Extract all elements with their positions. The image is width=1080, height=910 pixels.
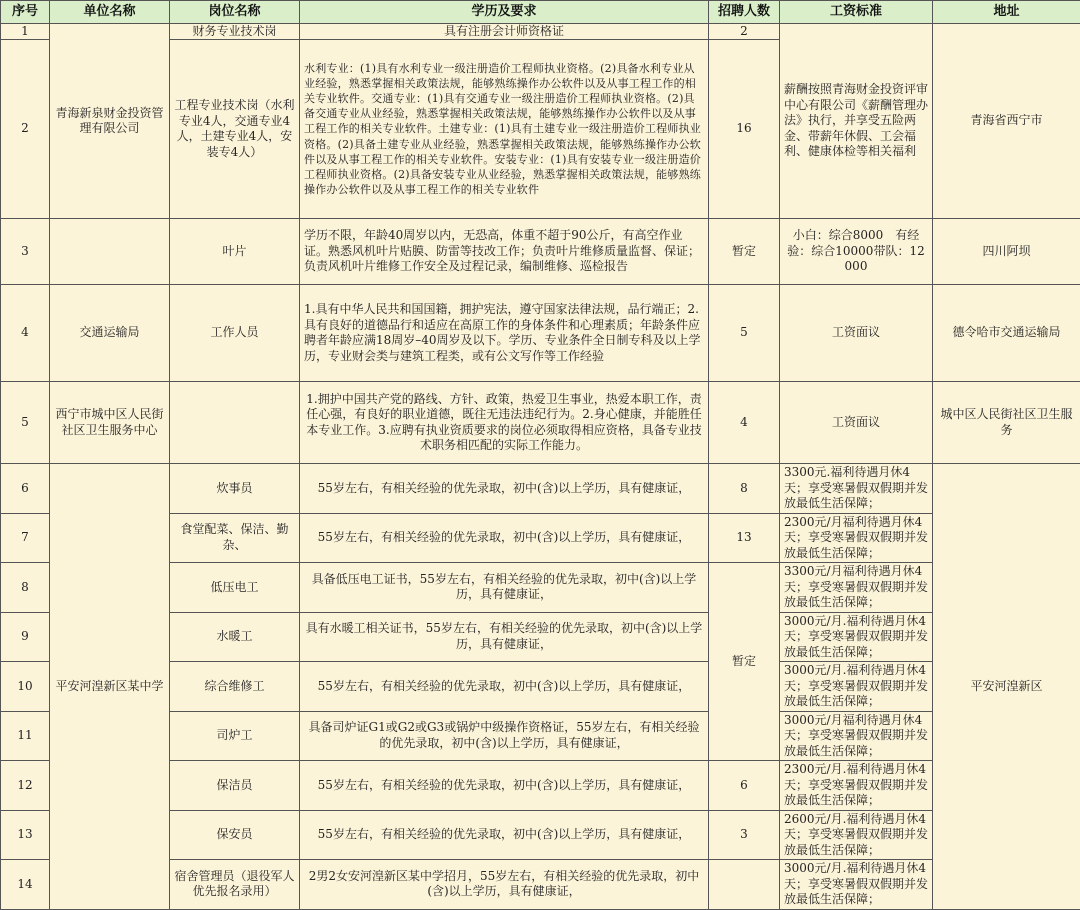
cell-salary: 3300元/月福利待遇月休4天；享受寒暑假双假期并发放最低生活保障； bbox=[780, 563, 933, 613]
cell-salary: 工资面议 bbox=[780, 285, 933, 382]
cell-salary: 工资面议 bbox=[780, 382, 933, 464]
cell-seq: 11 bbox=[1, 711, 50, 761]
cell-salary: 小白：综合8000 有经验：综合10000带队：12000 bbox=[780, 219, 933, 285]
cell-seq: 1 bbox=[1, 24, 50, 40]
cell-seq: 2 bbox=[1, 40, 50, 219]
cell-count: 4 bbox=[709, 382, 780, 464]
cell-requirements: 55岁左右，有相关经验的优先录取，初中(含)以上学历，具有健康证， bbox=[300, 810, 709, 860]
cell-count: 13 bbox=[709, 513, 780, 563]
cell-salary: 2300元/月福利待遇月休4天；享受寒暑假双假期并发放最低生活保障； bbox=[780, 513, 933, 563]
cell-salary: 3000元/月.福利待遇月休4天；享受寒暑假双假期并发放最低生活保障； bbox=[780, 612, 933, 662]
header-requirements: 学历及要求 bbox=[300, 1, 709, 24]
cell-count: 3 bbox=[709, 810, 780, 860]
cell-requirements: 55岁左右，有相关经验的优先录取，初中(含)以上学历，具有健康证， bbox=[300, 662, 709, 712]
cell-position bbox=[170, 382, 300, 464]
cell-seq: 3 bbox=[1, 219, 50, 285]
cell-requirements: 具备司炉证G1或G2或G3或锅炉中级操作资格证，55岁左右，有相关经验的优先录取，初中(含)以上学历，具有健康证， bbox=[300, 711, 709, 761]
cell-requirements: 55岁左右，有相关经验的优先录取，初中(含)以上学历，具有健康证， bbox=[300, 513, 709, 563]
header-position: 岗位名称 bbox=[170, 1, 300, 24]
cell-count: 5 bbox=[709, 285, 780, 382]
cell-count: 8 bbox=[709, 464, 780, 514]
table-row bbox=[1, 285, 1080, 382]
cell-position: 炊事员 bbox=[170, 464, 300, 514]
header-count: 招聘人数 bbox=[709, 1, 780, 24]
cell-requirements: 学历不限，年龄40周岁以内，无恐高，体重不超于90公斤，有高空作业证。熟悉风机叶片贴膜、防雷等技改工作；负责叶片维修质量监督、保证；负责风机叶片维修工作安全及过程记录，编制维修、巡检报告 bbox=[300, 219, 709, 285]
cell-count bbox=[709, 860, 780, 910]
cell-requirements: 55岁左右，有相关经验的优先录取，初中(含)以上学历，具有健康证， bbox=[300, 761, 709, 811]
cell-requirements: 1.拥护中国共产党的路线、方针、政策，热爱卫生事业，热爱本职工作，责任心强，有良好的职业道德，既往无违法违纪行为。2.身心健康，并能胜任本专业工作。3.应聘有执业资质要求的岗位必须取得相应资格，具备专业技术职务相匹配的实际工作能力。 bbox=[300, 382, 709, 464]
cell-salary: 3000元/月.福利待遇月休4天；享受寒暑假双假期并发放最低生活保障； bbox=[780, 860, 933, 910]
cell-position: 财务专业技术岗 bbox=[170, 24, 300, 40]
header-address: 地址 bbox=[933, 1, 1080, 24]
cell-count: 6 bbox=[709, 761, 780, 811]
cell-salary: 2600元/月.福利待遇月休4天；享受寒暑假双假期并发放最低生活保障； bbox=[780, 810, 933, 860]
cell-salary: 2300元/月.福利待遇月休4天；享受寒暑假双假期并发放最低生活保障； bbox=[780, 761, 933, 811]
cell-requirements: 55岁左右，有相关经验的优先录取，初中(含)以上学历，具有健康证， bbox=[300, 464, 709, 514]
cell-address: 城中区人民街社区卫生服务 bbox=[933, 382, 1080, 464]
cell-seq: 6 bbox=[1, 464, 50, 514]
cell-position: 综合维修工 bbox=[170, 662, 300, 712]
cell-position: 工作人员 bbox=[170, 285, 300, 382]
cell-seq: 9 bbox=[1, 612, 50, 662]
cell-position: 低压电工 bbox=[170, 563, 300, 613]
cell-salary: 3000元/月.福利待遇月休4天；享受寒暑假双假期并发放最低生活保障； bbox=[780, 662, 933, 712]
cell-seq: 5 bbox=[1, 382, 50, 464]
cell-seq: 8 bbox=[1, 563, 50, 613]
table-row bbox=[1, 24, 1080, 40]
cell-position: 水暖工 bbox=[170, 612, 300, 662]
cell-position: 叶片 bbox=[170, 219, 300, 285]
table-row bbox=[1, 382, 1080, 464]
cell-count: 16 bbox=[709, 40, 780, 219]
cell-address: 德令哈市交通运输局 bbox=[933, 285, 1080, 382]
cell-seq: 12 bbox=[1, 761, 50, 811]
cell-address: 平安河湟新区 bbox=[933, 464, 1080, 910]
header-salary: 工资标准 bbox=[780, 1, 933, 24]
cell-requirements: 2男2女安河湟新区某中学招月，55岁左右，有相关经验的优先录取，初中(含)以上学历，具有健康证， bbox=[300, 860, 709, 910]
cell-requirements: 具有注册会计师资格证 bbox=[300, 24, 709, 40]
cell-requirements: 具备低压电工证书，55岁左右，有相关经验的优先录取，初中(含)以上学历，具有健康证， bbox=[300, 563, 709, 613]
cell-count: 2 bbox=[709, 24, 780, 40]
cell-unit: 平安河湟新区某中学 bbox=[50, 464, 170, 910]
cell-requirements: 1.具有中华人民共和国国籍，拥护宪法，遵守国家法律法规，品行端正；2.具有良好的道德品行和适应在高原工作的身体条件和心理素质；年龄条件应聘者年龄应满18周岁–40周岁及以下。学历、专业条件全日制专科及以上学历，专业财会类与建筑工程类，或有公文写作等工作经验 bbox=[300, 285, 709, 382]
header-unit: 单位名称 bbox=[50, 1, 170, 24]
cell-position: 保安员 bbox=[170, 810, 300, 860]
cell-salary: 薪酬按照青海财金投资评审中心有限公司《薪酬管理办法》执行，并享受五险两金、带薪年休假、工会福利、健康体检等相关福利 bbox=[780, 24, 933, 219]
cell-position: 司炉工 bbox=[170, 711, 300, 761]
cell-unit bbox=[50, 219, 170, 285]
cell-position: 工程专业技术岗（水利专业4人，交通专业4人，土建专业4人，安装专4人） bbox=[170, 40, 300, 219]
header-seq: 序号 bbox=[1, 1, 50, 24]
cell-salary: 3000元/月福利待遇月休4天；享受寒暑假双假期并发放最低生活保障； bbox=[780, 711, 933, 761]
cell-position: 食堂配菜、保洁、勤杂、 bbox=[170, 513, 300, 563]
table-row bbox=[1, 219, 1080, 285]
cell-unit: 青海新泉财金投资管理有限公司 bbox=[50, 24, 170, 219]
cell-address: 青海省西宁市 bbox=[933, 24, 1080, 219]
cell-seq: 7 bbox=[1, 513, 50, 563]
cell-seq: 10 bbox=[1, 662, 50, 712]
cell-unit: 西宁市城中区人民街社区卫生服务中心 bbox=[50, 382, 170, 464]
cell-count: 暂定 bbox=[709, 563, 780, 761]
cell-unit: 交通运输局 bbox=[50, 285, 170, 382]
cell-requirements: 具有水暖工相关证书，55岁左右，有相关经验的优先录取，初中(含)以上学历，具有健康证， bbox=[300, 612, 709, 662]
cell-salary: 3300元.福利待遇月休4天；享受寒暑假双假期并发放最低生活保障； bbox=[780, 464, 933, 514]
cell-seq: 4 bbox=[1, 285, 50, 382]
cell-address: 四川阿坝 bbox=[933, 219, 1080, 285]
cell-position: 保洁员 bbox=[170, 761, 300, 811]
cell-seq: 14 bbox=[1, 860, 50, 910]
cell-position: 宿舍管理员（退役军人优先报名录用） bbox=[170, 860, 300, 910]
cell-seq: 13 bbox=[1, 810, 50, 860]
header-row bbox=[1, 1, 1080, 24]
cell-count: 暂定 bbox=[709, 219, 780, 285]
cell-requirements: 水利专业：(1)具有水利专业一级注册造价工程师执业资格。(2)具备水利专业从业经验，熟悉掌握相关政策法规，能够熟练操作办公软件以及从事工程工作的相关专业软件。交通专业：(1)具有交通专业一级注册造价工程师执业资格。(2)具备交通专业从业经验，熟悉掌握相关政策法规，能够熟练操作办公软件以及从事工程工作的相关专业软件。土建专业：(1)具有土建专业一级注册造价工程师执业资格。(2)具备土建专业从业经验，熟悉掌握相关政策法规，能够熟练操作办公软件以及从事工程工作的相关专业软件。安装专业：(1)具有安装专业一级注册造价工程师执业资格。(2)具备安装专业从业经验，熟悉掌握相关政策法规，能够熟练操作办公软件以及从事工程工作的相关专业软件 bbox=[300, 40, 709, 219]
table-row bbox=[1, 464, 1080, 514]
